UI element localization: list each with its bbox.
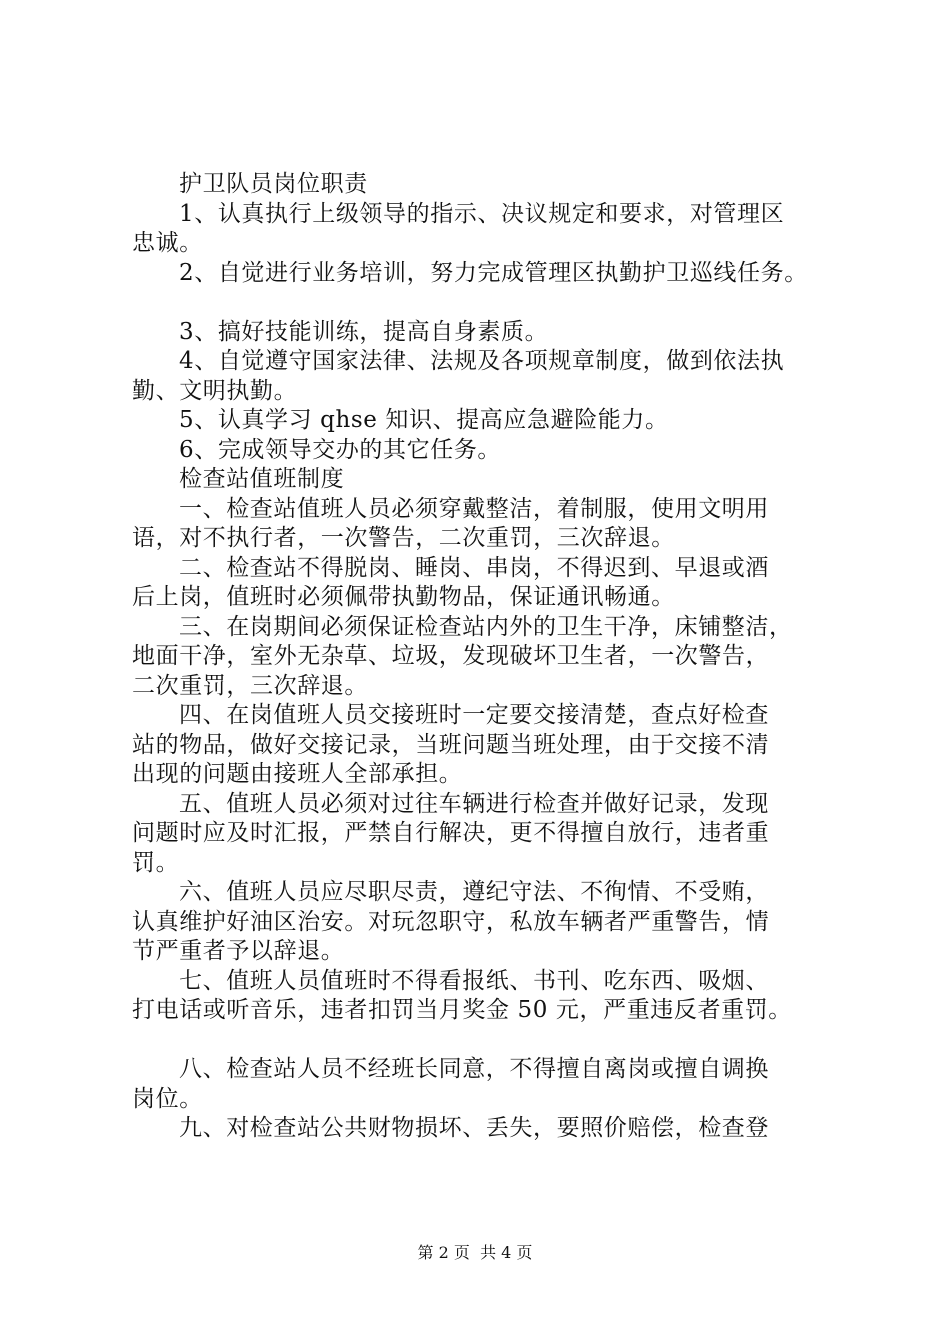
paragraph-line: 罚。 [132, 849, 180, 876]
document-body [132, 170, 852, 1144]
paragraph-line: 6、完成领导交办的其它任务。 [179, 436, 502, 463]
paragraph-line: 打电话或听音乐，违者扣罚当月奖金 50 元，严重违反者重罚。 [132, 997, 792, 1023]
paragraph-line: 勤、文明执勤。 [132, 377, 298, 404]
paragraph-line: 九、对检查站公共财物损坏、丢失，要照价赔偿，检查登 [179, 1115, 769, 1141]
paragraph-line: 1、认真执行上级领导的指示、决议规定和要求，对管理区 [179, 200, 785, 227]
blank-line [132, 288, 852, 318]
paragraph-line: 六、值班人员应尽职尽责，遵纪守法、不徇情、不受贿， [179, 879, 769, 905]
paragraph-line: 四、在岗值班人员交接班时一定要交接清楚，查点好检查 [179, 702, 769, 728]
paragraph-line: 后上岗，值班时必须佩带执勤物品，保证通讯畅通。 [132, 584, 675, 610]
paragraph-line: 二、检查站不得脱岗、睡岗、串岗，不得迟到、早退或酒 [179, 554, 769, 581]
paragraph-line: 二次重罚，三次辞退。 [132, 672, 368, 699]
paragraph-line: 八、检查站人员不经班长同意，不得擅自离岗或擅自调换 [179, 1056, 769, 1082]
section-title-checkpoint-rules: 检查站值班制度 [179, 466, 345, 492]
paragraph-line: 语，对不执行者，一次警告，二次重罚，三次辞退。 [132, 525, 675, 551]
paragraph-line: 2、自觉进行业务培训，努力完成管理区执勤护卫巡线任务。 [179, 259, 808, 286]
paragraph-line: 站的物品，做好交接记录，当班问题当班处理，由于交接不清 [132, 731, 770, 758]
blank-line [132, 1026, 852, 1056]
paragraph-line: 4、自觉遵守国家法律、法规及各项规章制度，做到依法执 [179, 348, 785, 374]
paragraph-line: 地面干净，室外无杂草、垃圾，发现破坏卫生者，一次警告， [132, 643, 770, 669]
paragraph-line: 5、认真学习 qhse 知识、提高应急避险能力。 [179, 407, 669, 433]
page-number-footer: 第 2 页 共 4 页 [417, 1243, 533, 1262]
paragraph-line: 节严重者予以辞退。 [132, 938, 345, 964]
paragraph-line: 问题时应及时汇报，严禁自行解决，更不得擅自放行，违者重 [132, 820, 770, 846]
paragraph-line: 岗位。 [132, 1085, 203, 1112]
paragraph-line: 一、检查站值班人员必须穿戴整洁，着制服，使用文明用 [179, 495, 769, 522]
section-title-guard-duties: 护卫队员岗位职责 [179, 171, 368, 197]
paragraph-line: 三、在岗期间必须保证检查站内外的卫生干净，床铺整洁， [179, 613, 793, 640]
paragraph-line: 认真维护好油区治安。对玩忽职守，私放车辆者严重警告，情 [132, 908, 770, 935]
paragraph-line: 五、值班人员必须对过往车辆进行检查并做好记录，发现 [179, 790, 769, 817]
paragraph-line: 忠诚。 [132, 230, 203, 256]
paragraph-line: 七、值班人员值班时不得看报纸、书刊、吃东西、吸烟、 [179, 967, 769, 994]
paragraph-line: 出现的问题由接班人全部承担。 [132, 761, 463, 787]
paragraph-line: 3、搞好技能训练，提高自身素质。 [179, 318, 549, 345]
